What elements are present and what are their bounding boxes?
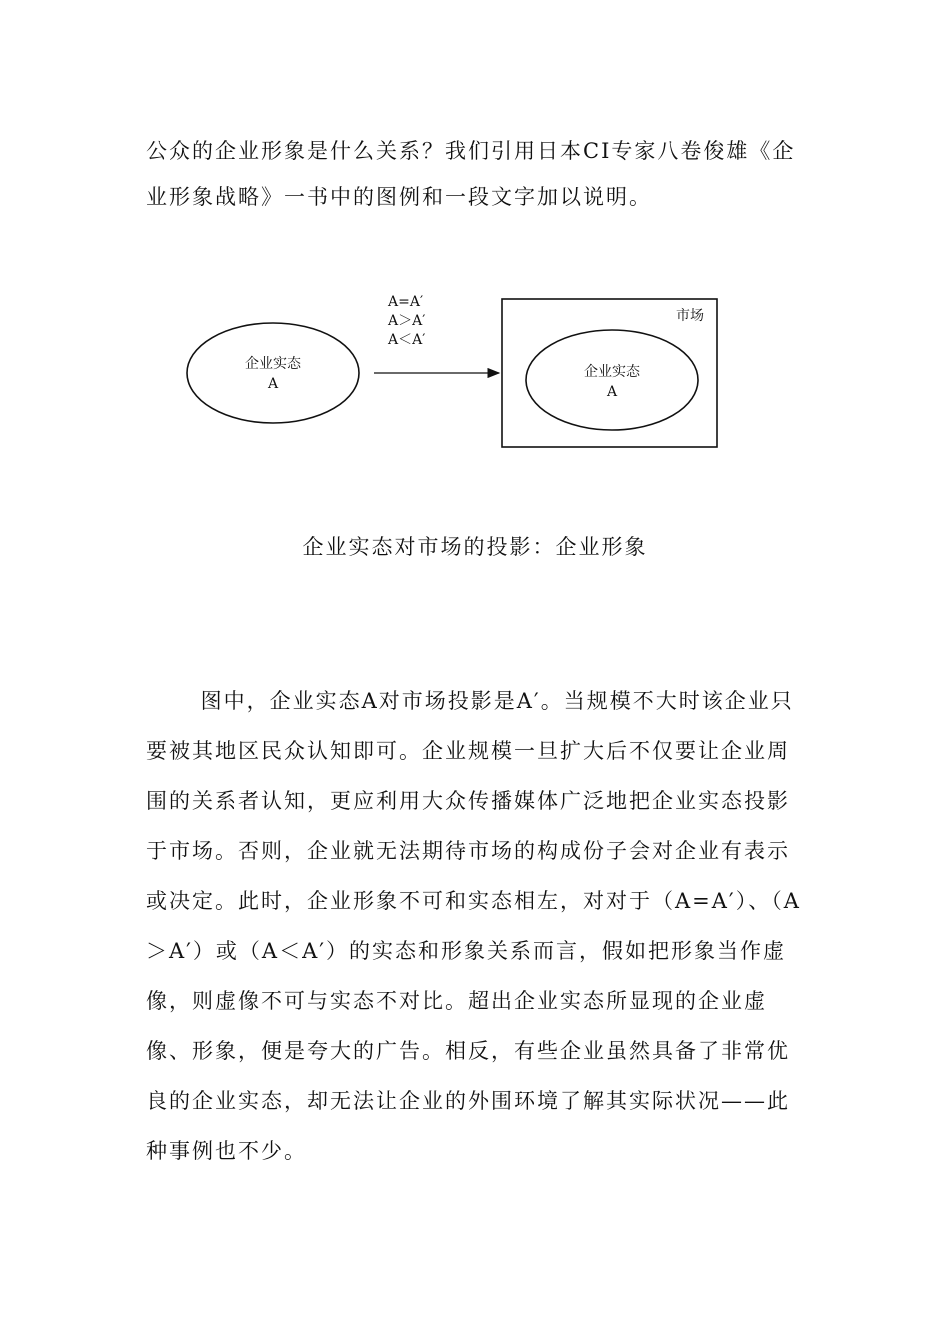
relation-less: A＜A′ <box>388 332 426 348</box>
left-ellipse-line1: 企业实态 <box>245 356 301 372</box>
intro-text: 公众的企业形象是什么关系？我们引用日本CI专家八卷俊雄《企业形象战略》一书中的图例和一段文字加以说明。 <box>146 139 796 209</box>
body-paragraph <box>146 676 810 1176</box>
projection-diagram <box>180 286 725 456</box>
right-ellipse-line1: 企业实态 <box>584 364 640 380</box>
right-ellipse-line2: A <box>606 384 618 400</box>
diagram-svg <box>180 286 725 456</box>
relation-greater: A＞A′ <box>388 313 426 329</box>
body-text: 图中，企业实态A对市场投影是A′。当规模不大时该企业只要被其地区民众认知即可。企业规模一旦扩大后不仅要让企业周围的关系者认知，更应利用大众传播媒体广泛地把企业实态投影于市场。否则，企业就无法期待市场的构成份子会对企业有表示或决定。此时，企业形象不可和实态相左，对对于（A=A′）、（A＞A′）或（A＜A′）的实态和形象关系而言，假如把形象当作虚像，则虚像不可与实态不对比。超出企业实态所显现的企业虚像、形象，便是夸大的广告。相反，有些企业虽然具备了非常优良的企业实态，却无法让企业的外围环境了解其实际状况——此种事例也不少。 <box>146 689 801 1163</box>
left-ellipse-line2: A <box>267 376 279 392</box>
market-label: 市场 <box>676 308 704 324</box>
figure-caption: 企业实态对市场的投影：企业形象 <box>302 535 648 559</box>
company-reality-ellipse <box>187 323 359 423</box>
projected-image-ellipse <box>526 330 698 430</box>
relation-equal: A=A′ <box>388 294 424 310</box>
intro-paragraph <box>146 128 810 220</box>
